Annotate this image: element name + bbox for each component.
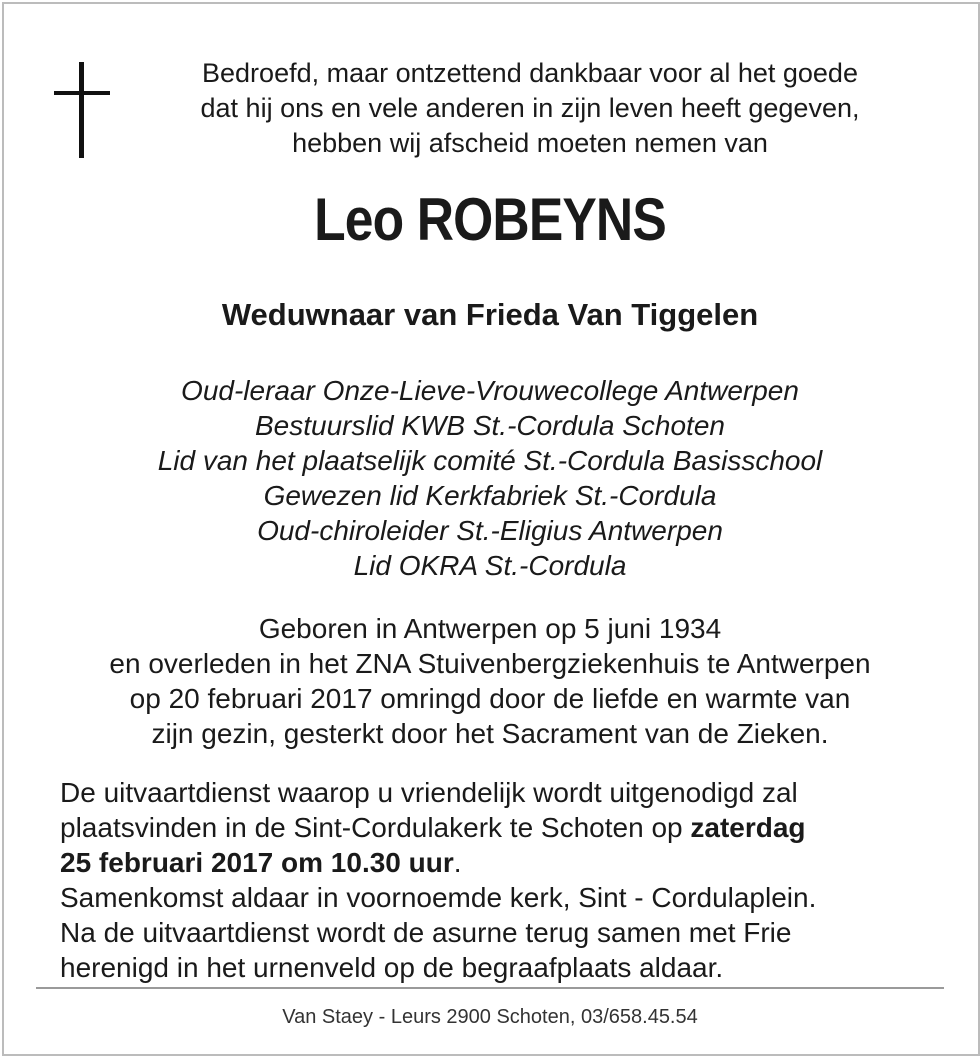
funeral-text: . [453, 847, 462, 878]
funeral-day: zaterdag [690, 812, 806, 843]
funeral-line [60, 810, 960, 845]
birth-death-line: en overleden in het ZNA Stuivenbergziekenhuis te Antwerpen [109, 648, 871, 679]
funeral-line: De uitvaartdienst waarop u vriendelijk wordt uitgenodigd zal [60, 777, 798, 808]
intro-line: Bedroefd, maar ontzettend dankbaar voor al het goede [202, 58, 858, 88]
birth-death-line: Geboren in Antwerpen op 5 juni 1934 [258, 613, 722, 644]
footer-divider [36, 987, 944, 989]
role-item: Gewezen lid Kerkfabriek St.-Cordula [263, 480, 717, 511]
role-item: Lid OKRA St.-Cordula [353, 550, 627, 581]
role-item: Oud-chiroleider St.-Eligius Antwerpen [257, 515, 723, 546]
deceased-name: Leo ROBEYNS [314, 186, 666, 253]
intro-text [140, 56, 920, 161]
funeral-line: herenigd in het urnenveld op de begraafplaats aldaar. [60, 952, 724, 983]
funeral-date-time: 25 februari 2017 om 10.30 uur [60, 847, 454, 878]
funeral-details [60, 775, 960, 985]
birth-death-line: op 20 februari 2017 omringd door de liefde en warmte van [129, 683, 851, 714]
funeral-text: plaatsvinden in de Sint-Cordulakerk te Schoten op [60, 812, 691, 843]
intro-line: hebben wij afscheid moeten nemen van [292, 128, 768, 158]
birth-death-line: zijn gezin, gesterkt door het Sacrament van de Zieken. [151, 718, 829, 749]
roles-list [0, 373, 980, 583]
intro-line: dat hij ons en vele anderen in zijn leven heeft gegeven, [200, 93, 860, 123]
funeral-line [60, 845, 960, 880]
funeral-home-footer: Van Staey - Leurs 2900 Schoten, 03/658.45.54 [282, 1006, 698, 1028]
funeral-line: Na de uitvaartdienst wordt de asurne terug samen met Frie [60, 917, 792, 948]
role-item: Lid van het plaatselijk comité St.-Cordula Basisschool [157, 445, 823, 476]
widower-subtitle: Weduwnaar van Frieda Van Tiggelen [221, 297, 759, 332]
role-item: Bestuurslid KWB St.-Cordula Schoten [255, 410, 725, 441]
funeral-line: Samenkomst aldaar in voornoemde kerk, Sint - Cordulaplein. [60, 882, 817, 913]
cross-icon [54, 62, 110, 158]
birth-death-text [0, 611, 980, 751]
role-item: Oud-leraar Onze-Lieve-Vrouwecollege Antwerpen [181, 375, 799, 406]
